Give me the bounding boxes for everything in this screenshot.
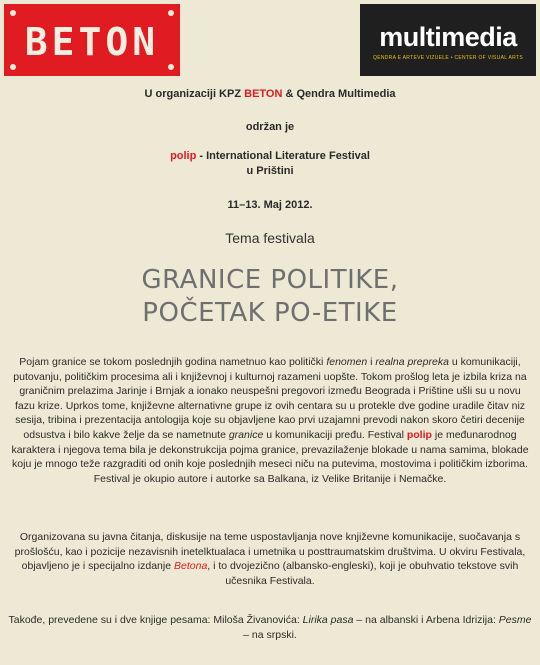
p1-italic-1: fenomen bbox=[326, 356, 368, 368]
paragraph-events bbox=[8, 530, 532, 588]
p1-text-2: i bbox=[367, 356, 376, 368]
paragraph-intro bbox=[8, 355, 532, 486]
multimedia-logo bbox=[360, 4, 536, 76]
p2-text-2: , i to dvojezično (albansko-engleski), koji je obuhvatio tekstove svih učesnika Festivala. bbox=[207, 560, 519, 587]
headline-line-2: POČETAK PO-ETIKE bbox=[142, 298, 398, 328]
organizer-beton: BETON bbox=[244, 88, 283, 100]
p1-polip: polip bbox=[406, 428, 432, 441]
multimedia-logo-subtitle: QENDRA E ARTEVE VIZUELE • CENTER OF VISUAL ARTS bbox=[373, 55, 523, 61]
p3-italic-1: Lirika pasa bbox=[302, 614, 354, 626]
city-line: u Prištini bbox=[246, 165, 294, 177]
beton-logo-text: BETON bbox=[24, 20, 160, 64]
p2-betona: Betona bbox=[174, 560, 208, 573]
headline-line-1: GRANICE POLITIKE, bbox=[141, 265, 399, 295]
paragraph-translations bbox=[8, 613, 532, 642]
festival-theme-headline bbox=[0, 264, 540, 330]
p1-text-5: je međunarodnog karaktera i njegova tema bila je dekonstrukcija pojma granice, prevazilaženje blokade u nama samima, blokade koju je mnogo teže razgraditi od onih koje poslednjih meseci niču na putevima, mostovima i političkim izborima. Festival je okupio autore i autorke sa Balkana, iz Velike Britanije i Nemačke. bbox=[11, 428, 529, 485]
theme-label: Tema festivala bbox=[225, 230, 315, 246]
p1-italic-3: granice bbox=[228, 428, 264, 441]
p3-text-3: – na srpski. bbox=[243, 628, 297, 641]
festival-polip: polip bbox=[170, 150, 197, 162]
p1-text-3: u komunikaciji, putovanju, političkim procesima ali i književnoj i kulturnoj razameni uopšte. Tokom prošlog leta je izbila kriza na graničnim prelazima Jarinje i Brnjak a ionako neuspešni pregovori između Beograda i Prištine ušli su u novu fazu krize. Uprkos tome, književne alternativne grupe iz ovih centara su u protekle dve godine uradile čitav niz sesija, tribina i prezentacija antologija koje su objavljene kao prvi uzajamni prevodi nakon skoro četiri decenije odsustva i bilo kakve želje da se nametnute bbox=[13, 356, 527, 441]
p3-text-1: Takođe, prevedene su i dve knjige pesama: Miloša Živanovića: bbox=[8, 614, 303, 626]
date-line: 11–13. Maj 2012. bbox=[227, 199, 313, 211]
festival-line bbox=[0, 149, 540, 164]
organizer-suffix: & Qendra Multimedia bbox=[282, 88, 396, 100]
p2-text-1: Organizovana su javna čitanja, diskusije na teme uspostavljanja nove književne komunikacije, suočavanja s prošlošću, kao i pozicije nezavisnih inetelktualaca i umetnika u posttraumatskim društvima. U okviru Festivala, objavljeno je i specijalno izdanje bbox=[14, 531, 526, 573]
p1-italic-2: realna prepreka bbox=[375, 356, 449, 368]
p1-text-4: u komunikaciji pređu. Festival bbox=[263, 428, 407, 441]
p3-text-2: – na albanski i Arbena Idrizija: bbox=[353, 614, 499, 626]
p3-italic-2: Pesme bbox=[498, 614, 532, 626]
organizer-prefix: U organizaciji KPZ bbox=[144, 88, 245, 100]
p1-text-1: Pojam granice se tokom poslednjih godina nametnuo kao politički bbox=[19, 356, 327, 368]
held-line: održan je bbox=[245, 121, 295, 133]
beton-logo bbox=[4, 4, 180, 76]
multimedia-logo-name: multimedia bbox=[379, 22, 517, 52]
festival-name: - International Literature Festival bbox=[196, 150, 370, 162]
organizer-line bbox=[0, 87, 540, 102]
